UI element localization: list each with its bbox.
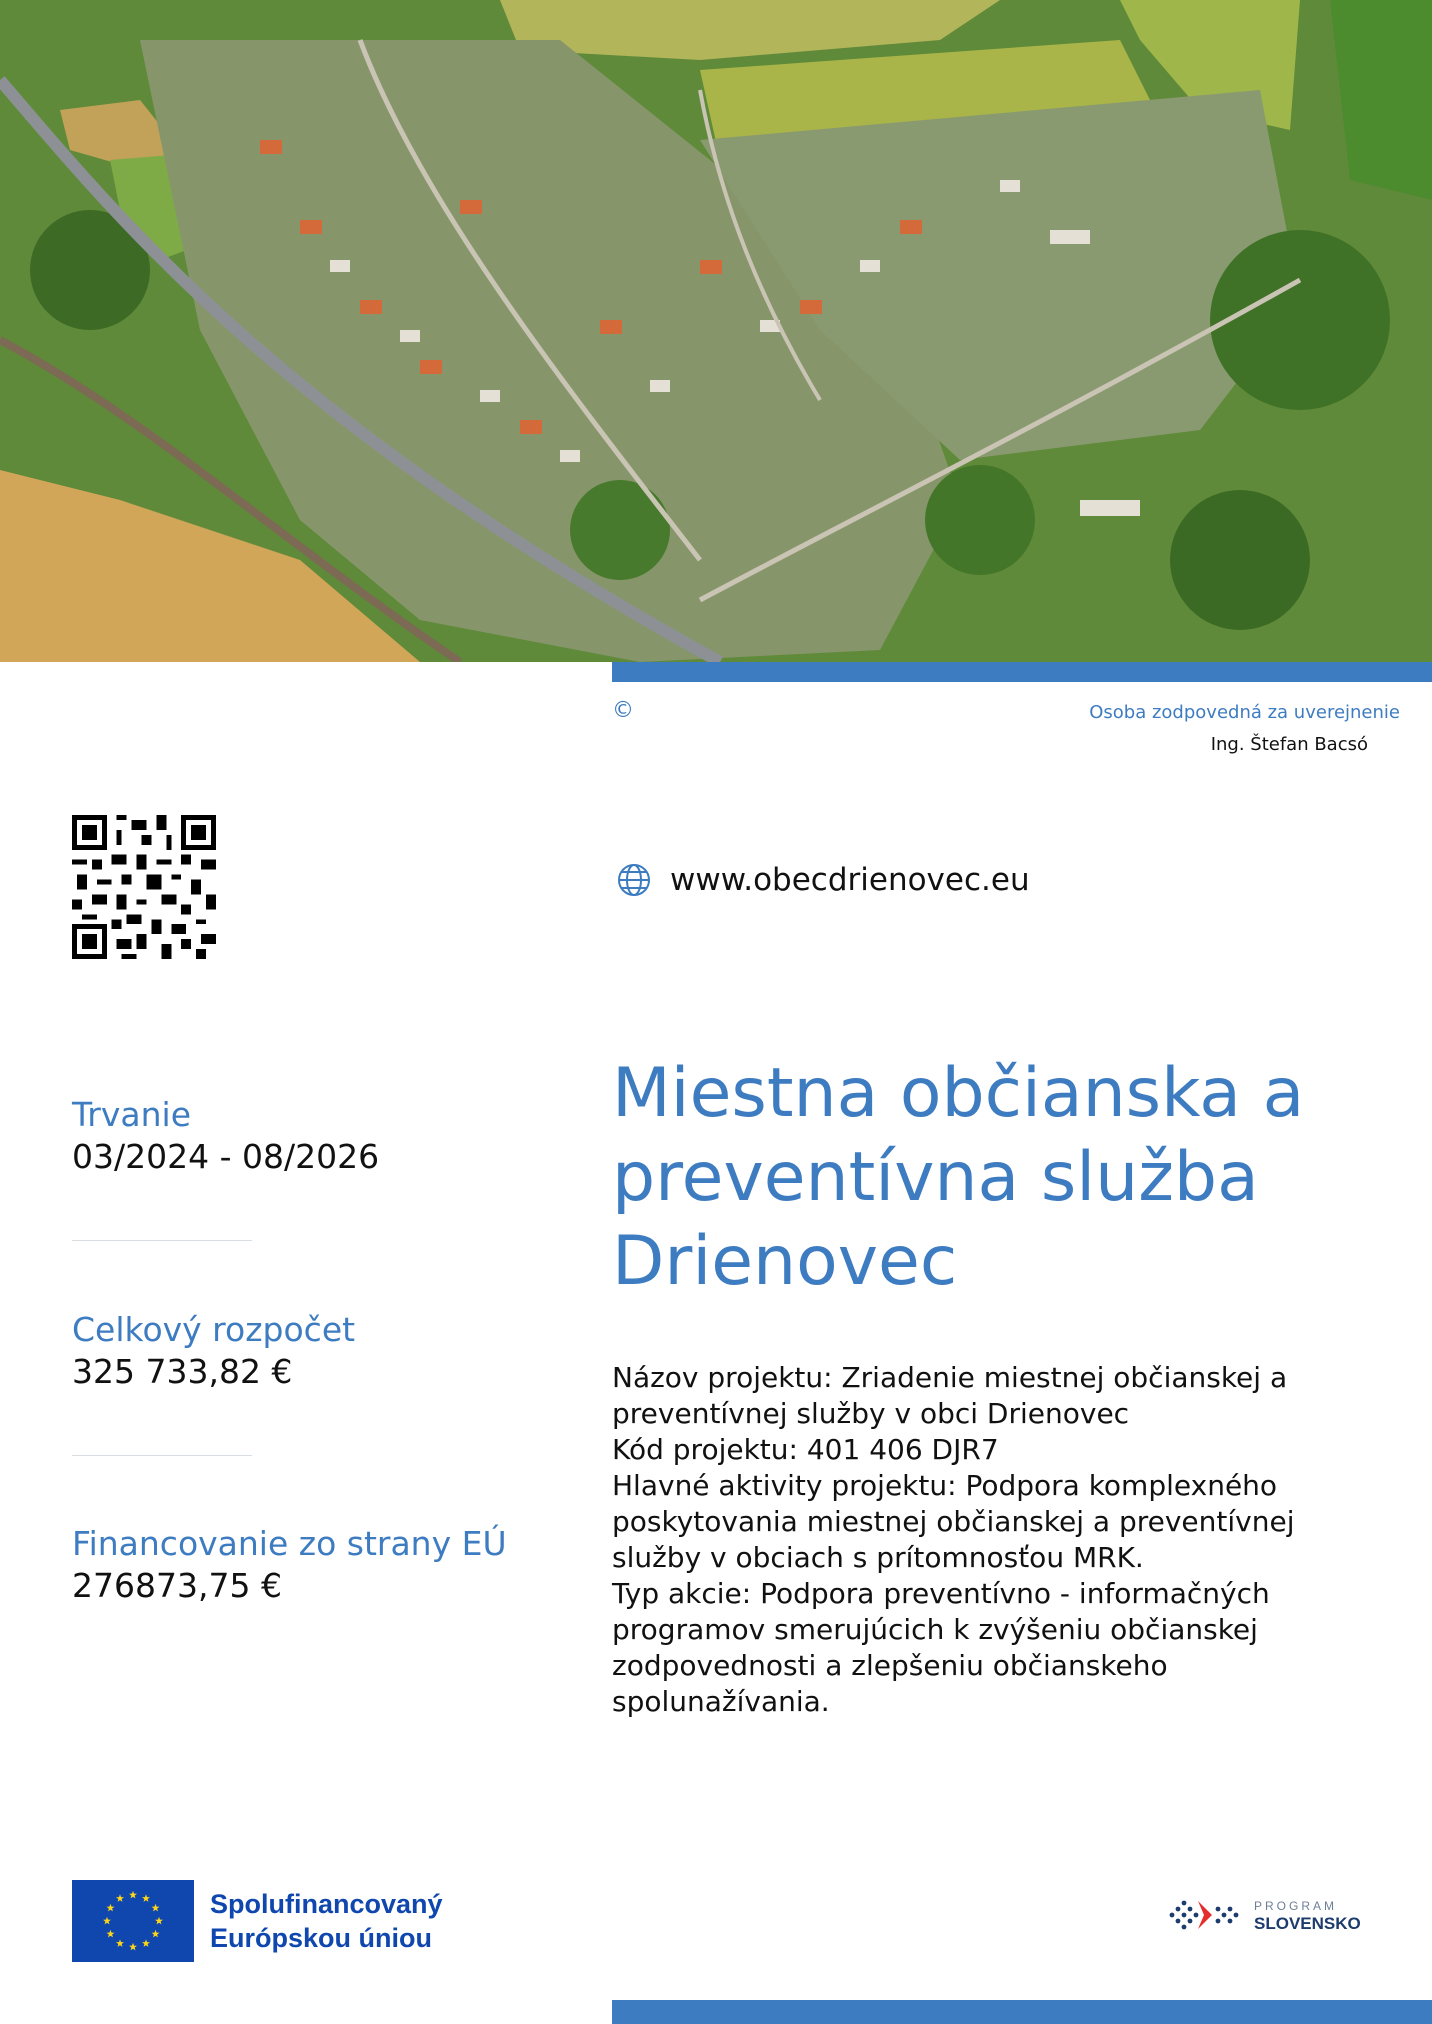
eu-star-icon bbox=[155, 1917, 163, 1925]
qr-code[interactable] bbox=[72, 815, 216, 959]
eu-star-icon bbox=[106, 1904, 114, 1912]
website-url[interactable]: www.obecdrienovec.eu bbox=[670, 862, 1030, 898]
stat-total-budget-label: Celkový rozpočet bbox=[72, 1310, 356, 1349]
program-slovensko-logo bbox=[1166, 1895, 1361, 1935]
page-title: Miestna občianska a preventívna služba Drienovec bbox=[612, 1054, 1305, 1301]
copyright-symbol: © bbox=[612, 698, 634, 723]
aerial-village-image bbox=[0, 0, 1432, 662]
eu-star-icon bbox=[106, 1930, 114, 1938]
project-code-line: Kód projektu: 401 406 DJR7 bbox=[612, 1433, 999, 1466]
eu-star-icon bbox=[129, 1943, 137, 1951]
project-action-type-line: Typ akcie: Podpora preventívno - informačných programov smerujúcich k zvýšeniu občianskej zodpovednosti a zlepšeniu občianskeho spolunažívania. bbox=[612, 1577, 1270, 1718]
project-activities-line: Hlavné aktivity projektu: Podpora komplexného poskytovania miestnej občianskej a preventívnej služby v obciach s prítomnosťou MRK. bbox=[612, 1469, 1295, 1574]
eu-cofunding-text bbox=[210, 1887, 443, 1955]
eu-flag-icon bbox=[72, 1880, 194, 1962]
eu-star-icon bbox=[142, 1894, 150, 1902]
eu-star-icon bbox=[152, 1930, 160, 1938]
program-slovensko-text bbox=[1254, 1897, 1361, 1933]
program-slovensko-mark-icon bbox=[1166, 1895, 1246, 1935]
divider bbox=[72, 1455, 252, 1456]
globe-icon bbox=[616, 862, 652, 898]
project-description bbox=[612, 1360, 1332, 1720]
eu-stars-icon bbox=[72, 1880, 194, 1962]
eu-cofunding-logo bbox=[72, 1880, 443, 1962]
stat-duration-value: 03/2024 - 08/2026 bbox=[72, 1137, 380, 1176]
qr-code-icon bbox=[72, 815, 216, 959]
responsible-person-name: Ing. Štefan Bacsó bbox=[1210, 734, 1368, 755]
stat-total-budget-value: 325 733,82 € bbox=[72, 1352, 293, 1391]
website-link-row[interactable] bbox=[616, 862, 1030, 898]
eu-text-line1: Spolufinancovaný bbox=[210, 1889, 443, 1919]
hero-photo bbox=[0, 0, 1432, 662]
accent-bar-bottom bbox=[612, 2000, 1432, 2024]
stat-eu-funding-label: Financovanie zo strany EÚ bbox=[72, 1524, 507, 1563]
eu-star-icon bbox=[152, 1904, 160, 1912]
eu-star-icon bbox=[129, 1891, 137, 1899]
stat-duration-label: Trvanie bbox=[72, 1095, 192, 1134]
eu-star-icon bbox=[103, 1917, 111, 1925]
slovensko-label: SLOVENSKO bbox=[1254, 1914, 1361, 1933]
stat-duration bbox=[72, 1094, 379, 1178]
accent-bar-top bbox=[612, 662, 1432, 682]
responsible-person-label: Osoba zodpovedná za uverejnenie bbox=[1089, 702, 1400, 723]
stat-eu-funding-value: 276873,75 € bbox=[72, 1566, 282, 1605]
divider bbox=[72, 1240, 252, 1241]
eu-star-icon bbox=[116, 1894, 124, 1902]
project-name-line: Názov projektu: Zriadenie miestnej občianskej a preventívnej služby v obci Drienovec bbox=[612, 1361, 1288, 1430]
eu-star-icon bbox=[142, 1939, 150, 1947]
stat-eu-funding bbox=[72, 1523, 507, 1607]
eu-text-line2: Európskou úniou bbox=[210, 1923, 432, 1953]
eu-star-icon bbox=[116, 1939, 124, 1947]
stat-total-budget bbox=[72, 1309, 355, 1393]
program-label: PROGRAM bbox=[1254, 1899, 1338, 1913]
